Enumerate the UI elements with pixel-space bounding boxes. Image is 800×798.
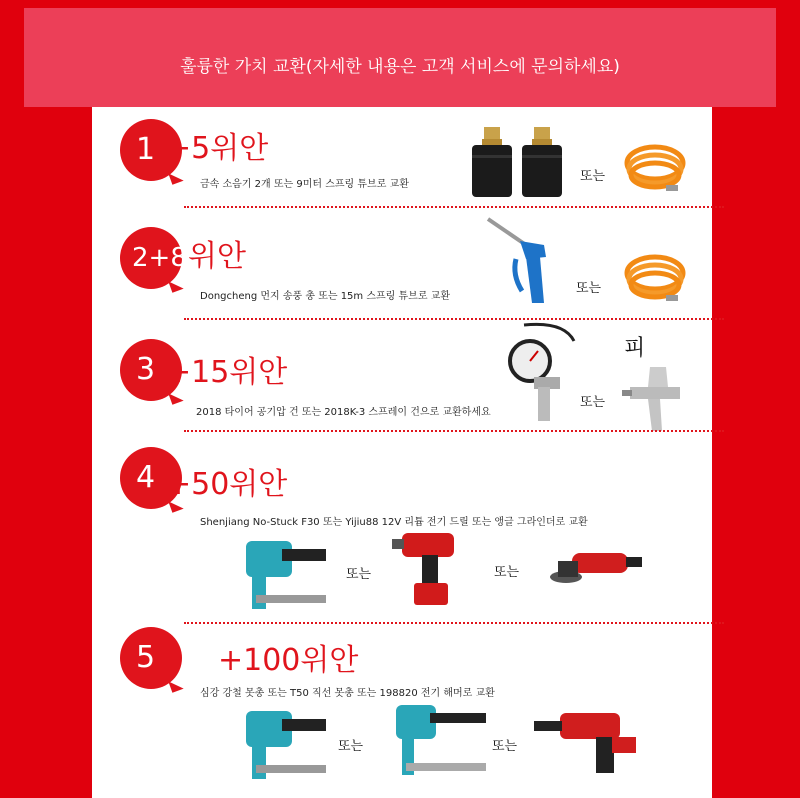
section-5-description: 심강 강철 못총 또는 T50 직선 못총 또는 198820 전기 해머로 교환 [200,688,495,699]
section-1-description: 금속 소음기 2개 또는 9미터 스프링 튜브로 교환 [200,179,409,190]
section-4-price: +50위안 [166,467,288,502]
section-3-description: 2018 타이어 공기압 건 또는 2018K-3 스프레이 건으로 교환하세요 [196,407,491,418]
cordless-drill-icon [392,527,476,611]
section-1-or-label: 또는 [580,169,606,184]
section-5-or-label-2: 또는 [492,739,518,754]
section-divider [184,430,724,432]
section-4-or-label-2: 또는 [494,565,520,580]
nail-gun-icon [242,705,330,781]
nail-gun-icon [242,535,330,611]
muffler-icon [470,127,514,199]
spray-gun-icon [620,363,690,433]
section-divider [184,206,724,208]
section-5-price: +100위안 [218,643,359,678]
tire-inflator-gun-icon [504,321,584,425]
section-4-or-label-1: 또는 [346,567,372,582]
spring-hose-icon [622,141,688,201]
section-3-extra-mark: 피 [624,336,646,361]
section-1-price: +5위안 [166,131,269,166]
air-blow-gun-icon [486,215,558,307]
straight-nailer-icon [390,701,490,783]
section-3-price: +15위안 [166,355,288,390]
section-4-description: Shenjiang No-Stuck F30 또는 Yijiu88 12V 리튬 전기 드릴 또는 앵글 그라인더로 교환 [200,517,588,528]
section-divider [184,318,724,320]
section-5-number-badge: 5 [120,627,182,689]
section-5-or-label-1: 또는 [338,739,364,754]
section-2-or-label: 또는 [576,281,602,296]
electric-hammer-icon [534,707,644,781]
section-divider [184,622,724,624]
section-2-number-badge: 2+8 [120,227,182,289]
section-3-or-label: 또는 [580,395,606,410]
banner-title: 훌륭한 가치 교환(자세한 내용은 고객 서비스에 문의하세요) [180,57,620,77]
section-4-number-badge: 4 [120,447,182,509]
muffler-icon [520,127,564,199]
header-banner [24,8,776,107]
section-2-price: 위안 [188,239,246,274]
section-3-number-badge: 3 [120,339,182,401]
spring-hose-icon [622,251,688,311]
section-1-number-badge: 1 [120,119,182,181]
section-2-description: Dongcheng 먼지 송풍 총 또는 15m 스프링 튜브로 교환 [200,291,450,302]
offer-panel [92,107,712,798]
angle-grinder-icon [548,539,644,599]
